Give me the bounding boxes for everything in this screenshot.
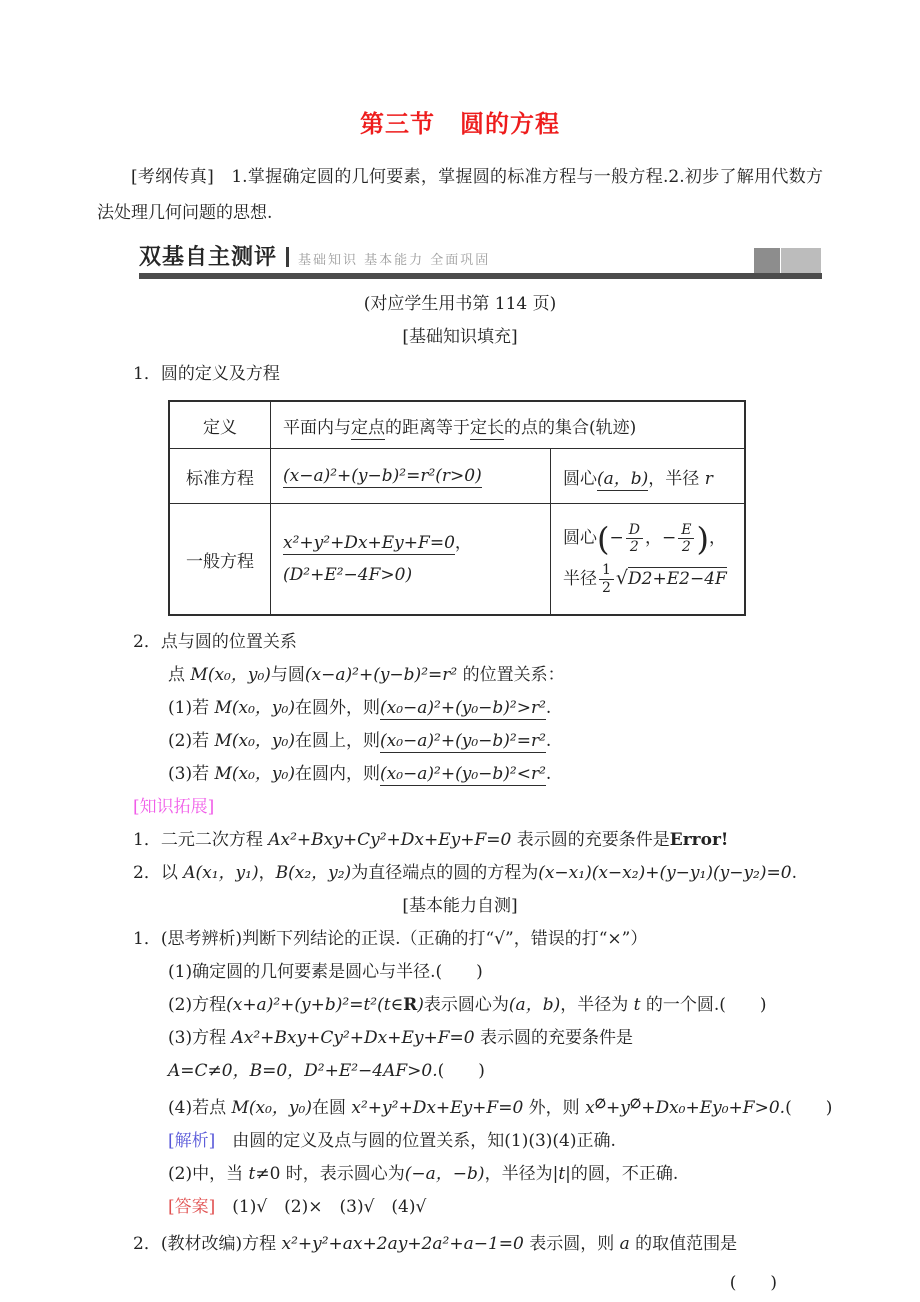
general-formula-line-1: x²+y²+Dx+Ey+F=0， xyxy=(283,533,472,553)
statement-point-outside: (1)若 M(x₀，y₀)在圆外，则(x₀−a)²+(y₀−b)²>r². xyxy=(168,698,552,718)
general-equation-label-cell: 一般方程 xyxy=(169,504,271,616)
question2-answer-parentheses: ( ) xyxy=(729,1273,777,1293)
general-equation-formula-cell xyxy=(271,504,551,616)
banner-rule xyxy=(139,273,822,279)
question1-statement-4: (4)若点 M(x₀，y₀)在圆 x²+y²+Dx+Ey+F=0 外，则 x∅+y∅+Dx₀+Ey₀+F>0.( ) xyxy=(168,1097,833,1118)
question1-statement-3a: (3)方程 Ax²+Bxy+Cy²+Dx+Ey+F=0 表示圆的充要条件是 xyxy=(168,1028,633,1048)
point-circle-intro: 点 M(x₀，y₀)与圆(x−a)²+(y−b)²=r² 的位置关系： xyxy=(168,665,565,685)
heading-basic-knowledge: [基础知识填充] xyxy=(402,327,518,347)
analysis-text: 由圆的定义及点与圆的位置关系，知(1)(3)(4)正确. xyxy=(215,1131,616,1151)
banner-square-light xyxy=(781,248,821,275)
banner-subtitle: 基础知识 基本能力 全面巩固 xyxy=(298,253,491,268)
section-banner xyxy=(97,243,823,279)
question1-statement-1: (1)确定圆的几何要素是圆心与半径.( ) xyxy=(168,962,483,982)
page-title: 第三节 圆的方程 xyxy=(360,110,560,138)
statement-point-on: (2)若 M(x₀，y₀)在圆上，则(x₀−a)²+(y₀−b)²=r². xyxy=(168,731,552,751)
table-row-standard-equation xyxy=(169,449,745,504)
table-row-definition xyxy=(169,401,745,449)
question2-stem: 2．(教材改编)方程 x²+y²+ax+2ay+2a²+a−1=0 表示圆，则 a 的取值范围是 xyxy=(133,1234,738,1254)
general-desc-line-2: 半径 $\frac{1}{2}$ √D2+E2−4F xyxy=(563,562,727,596)
analysis-line-1 xyxy=(97,1125,823,1158)
statement-point-inside: (3)若 M(x₀，y₀)在圆内，则(x₀−a)²+(y₀−b)²<r². xyxy=(168,764,552,784)
banner-square-dark xyxy=(754,248,780,275)
heading-self-test: [基本能力自测] xyxy=(402,896,518,916)
page-reference: (对应学生用书第 114 页) xyxy=(363,294,557,314)
definition-label-cell: 定义 xyxy=(169,401,271,449)
definition-table xyxy=(168,400,746,616)
answer-text: (1)√ (2)× (3)√ (4)√ xyxy=(215,1197,427,1217)
answer-line xyxy=(97,1191,823,1224)
banner-title: 双基自主测评 xyxy=(139,245,278,270)
question1-statement-2: (2)方程(x+a)²+(y+b)²=t²(t∈R)表示圆心为(a，b)，半径为 t 的一个圆.( ) xyxy=(168,995,767,1015)
table-row-general-equation xyxy=(169,504,745,616)
syllabus-paragraph: [考纲传真] 1.掌握确定圆的几何要素，掌握圆的标准方程与一般方程.2.初步了解用代数方法处理几何问题的思想. xyxy=(97,167,823,223)
question1-statement-3b: A=C≠0，B=0，D²+E²−4AF>0.( ) xyxy=(168,1061,485,1081)
item-circle-definition-heading: 1．圆的定义及方程 xyxy=(133,364,280,384)
expansion-label: [知识拓展] xyxy=(133,797,215,817)
expansion-item-2: 2．以 A(x₁，y₁)，B(x₂，y₂)为直径端点的圆的方程为(x−x₁)(x−x₂)+(y−y₁)(y−y₂)=0. xyxy=(133,863,797,883)
question1-stem: 1．(思考辨析)判断下列结论的正误.（正确的打“√”，错误的打“×”） xyxy=(133,929,648,949)
general-equation-desc-cell xyxy=(551,504,746,616)
analysis-line-2: (2)中，当 t≠0 时，表示圆心为(−a，−b)，半径为|t|的圆，不正确. xyxy=(168,1164,679,1184)
expansion-item-1: 1．二元二次方程 Ax²+Bxy+Cy²+Dx+Ey+F=0 表示圆的充要条件是Error! xyxy=(133,830,729,850)
page-content xyxy=(97,0,833,1300)
general-desc-line-1: 圆心(− $\frac{D}{2}$ ，− $\frac{E}{2}$ )， xyxy=(563,520,726,559)
standard-equation-formula-cell: (x−a)²+(y−b)²=r²(r>0) xyxy=(271,449,551,504)
analysis-label: [解析] xyxy=(168,1131,216,1151)
definition-content-cell: 平面内与定点的距离等于定长的点的集合(轨迹) xyxy=(271,401,746,449)
standard-equation-desc-cell: 圆心(a，b)，半径 r xyxy=(551,449,746,504)
answer-label: [答案] xyxy=(168,1197,216,1217)
banner-text-group xyxy=(139,240,490,271)
item-point-circle-heading: 2．点与圆的位置关系 xyxy=(133,632,297,652)
standard-equation-label-cell: 标准方程 xyxy=(169,449,271,504)
general-formula-line-2: (D²+E²−4F>0) xyxy=(283,565,413,585)
banner-divider xyxy=(286,247,289,267)
